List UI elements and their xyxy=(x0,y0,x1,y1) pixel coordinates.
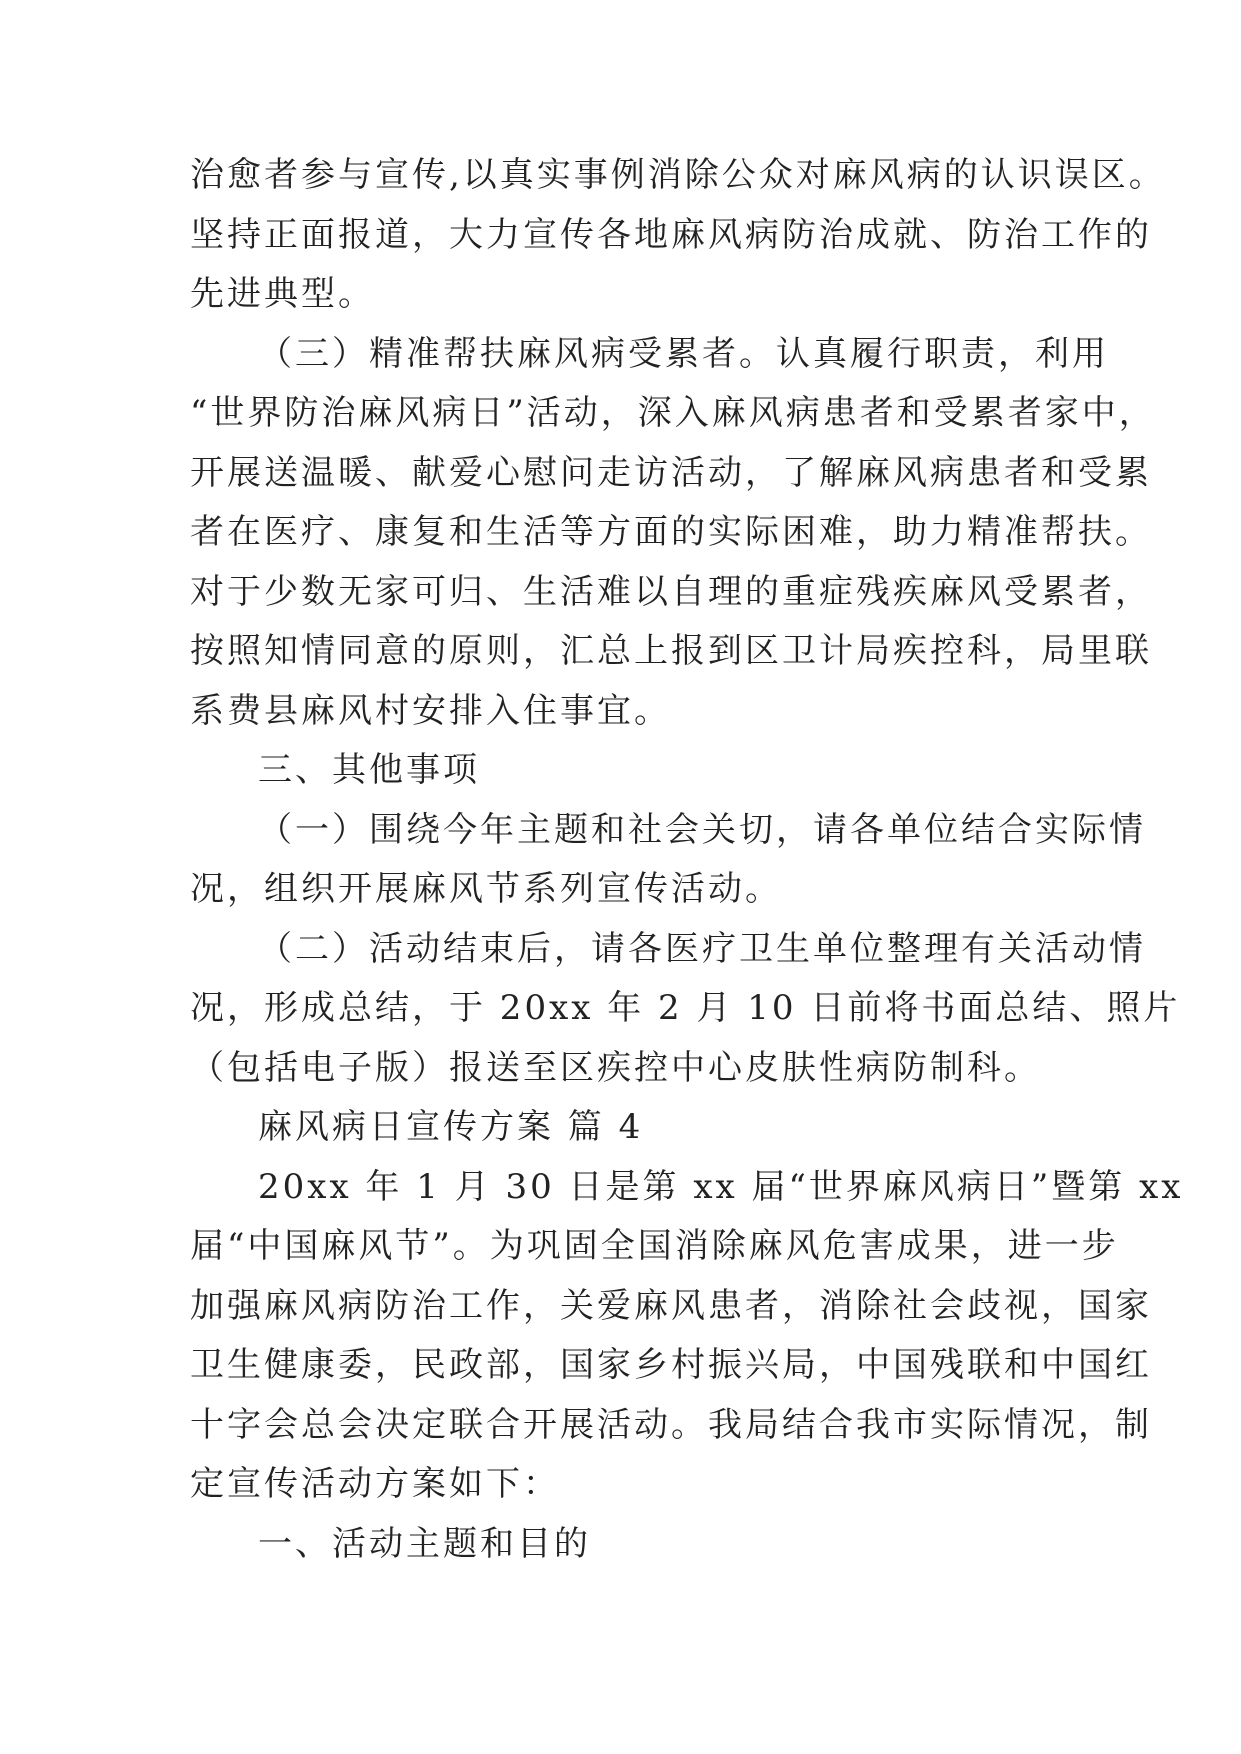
text-line: “世界防治麻风病日”活动，深入麻风病患者和受累者家中， xyxy=(190,393,1156,433)
text-line: 十字会总会决定联合开展活动。我局结合我市实际情况，制 xyxy=(190,1404,1152,1445)
text-line: 者在医疗、康复和生活等方面的实际困难，助力精准帮扶。 xyxy=(190,512,1152,552)
text-line: 按照知情同意的原则，汇总上报到区卫计局疾控科，局里联 xyxy=(190,631,1152,671)
section-heading: 三、其他事项 xyxy=(258,750,480,790)
document-title: 麻风病日宣传方案 篇 4 xyxy=(258,1107,644,1147)
text-line: （一）围绕今年主题和社会关切，请各单位结合实际情 xyxy=(258,809,1146,850)
text-line: 开展送温暖、献爱心慰问走访活动，了解麻风病患者和受累 xyxy=(190,452,1152,493)
text-line: 系费县麻风村安排入住事宜。 xyxy=(190,690,671,731)
text-line: 先进典型。 xyxy=(190,274,375,314)
text-line: 定宣传活动方案如下： xyxy=(190,1464,560,1504)
text-line: 对于少数无家可归、生活难以自理的重症残疾麻风受累者， xyxy=(190,571,1152,612)
text-line: 届“中国麻风节”。为巩固全国消除麻风危害成果，进一步 xyxy=(190,1226,1119,1266)
text-line: 卫生健康委，民政部，国家乡村振兴局，中国残联和中国红 xyxy=(190,1345,1152,1385)
text-line: （三）精准帮扶麻风病受累者。认真履行职责，利用 xyxy=(258,333,1109,374)
text-line: 况，组织开展麻风节系列宣传活动。 xyxy=(190,869,782,909)
text-line: 况，形成总结，于 20xx 年 2 月 10 日前将书面总结、照片 xyxy=(190,988,1181,1028)
document-body xyxy=(190,146,1184,1574)
text-line: （二）活动结束后，请各医疗卫生单位整理有关活动情 xyxy=(258,928,1146,969)
text-line: 加强麻风病防治工作，关爱麻风患者，消除社会歧视，国家 xyxy=(190,1285,1152,1326)
text-line: （包括电子版）报送至区疾控中心皮肤性病防制科。 xyxy=(190,1047,1041,1088)
text-line: 20xx 年 1 月 30 日是第 xx 届“世界麻风病日”暨第 xx xyxy=(258,1166,1184,1207)
text-line: 治愈者参与宣传,以真实事例消除公众对麻风病的认识误区。 xyxy=(190,155,1166,195)
text-line: 坚持正面报道，大力宣传各地麻风病防治成就、防治工作的 xyxy=(190,214,1152,255)
section-heading: 一、活动主题和目的 xyxy=(258,1523,591,1564)
